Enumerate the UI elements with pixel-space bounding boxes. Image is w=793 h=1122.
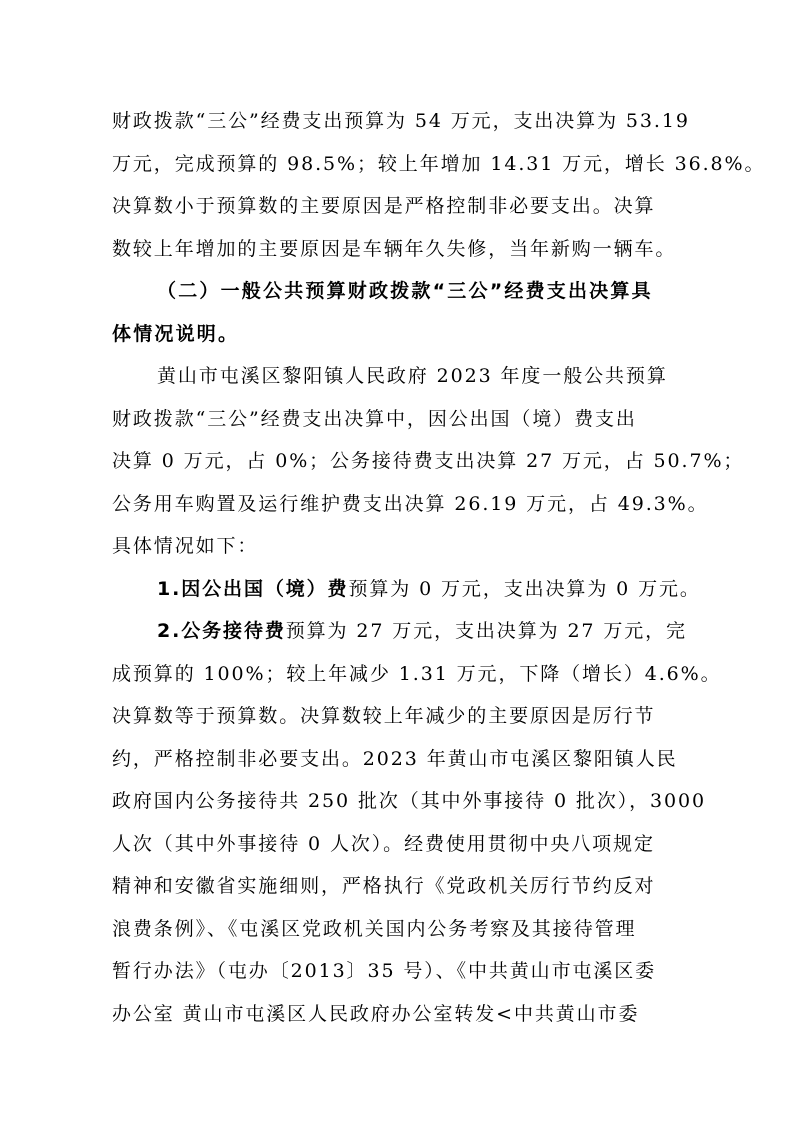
section-heading-continued: 体情况说明。 bbox=[112, 322, 240, 345]
document-page bbox=[112, 100, 766, 1035]
body-line: 黄山市屯溪区黎阳镇人民政府 2023 年度一般公共预算 bbox=[157, 365, 668, 387]
item-label: 1.因公出国（境）费 bbox=[157, 577, 349, 600]
body-line: 数较上年增加的主要原因是车辆年久失修，当年新购一辆车。 bbox=[112, 237, 677, 260]
body-line: 精神和安徽省实施细则，严格执行《党政机关厉行节约反对 bbox=[112, 875, 656, 897]
body-line: 成预算的 100%；较上年减少 1.31 万元，下降（增长）4.6%。 bbox=[112, 662, 722, 685]
section-heading: （二）一般公共预算财政拨款“三公”经费支出决算具 bbox=[157, 280, 653, 302]
body-line: 政府国内公务接待共 250 批次（其中外事接待 0 批次），3000 bbox=[112, 790, 706, 812]
body-line: 万元，完成预算的 98.5%；较上年增加 14.31 万元，增长 36.8%。 bbox=[112, 152, 766, 175]
body-line: 办公室 黄山市屯溪区人民政府办公室转发<中共黄山市委 bbox=[112, 1002, 640, 1025]
body-line: 财政拨款“三公”经费支出预算为 54 万元，支出决算为 53.19 bbox=[112, 110, 690, 132]
body-line: 具体情况如下： bbox=[112, 535, 259, 557]
item-line bbox=[112, 610, 687, 653]
body-line: 浪费条例》、《屯溪区党政机关国内公务考察及其接待管理 bbox=[112, 917, 637, 940]
body-line: 人次（其中外事接待 0 人次）。经费使用贯彻中央八项规定 bbox=[112, 832, 655, 855]
body-line: 约，严格控制非必要支出。2023 年黄山市屯溪区黎阳镇人民 bbox=[112, 747, 678, 770]
item-text: 预算为 27 万元，支出决算为 27 万元，完 bbox=[285, 620, 687, 642]
body-line: 财政拨款“三公”经费支出决算中，因公出国（境）费支出 bbox=[112, 407, 637, 430]
body-line: 决算数等于预算数。决算数较上年减少的主要原因是厉行节 bbox=[112, 705, 656, 727]
item-label: 2.公务接待费 bbox=[157, 620, 286, 642]
item-text: 预算为 0 万元，支出决算为 0 万元。 bbox=[348, 577, 701, 600]
body-line: 决算 0 万元，占 0%；公务接待费支出决算 27 万元，占 50.7%； bbox=[112, 450, 745, 472]
body-line: 暂行办法》（屯办〔2013〕35 号）、《中共黄山市屯溪区委 bbox=[112, 960, 657, 982]
body-line: 决算数小于预算数的主要原因是严格控制非必要支出。决算 bbox=[112, 195, 656, 217]
body-line: 公务用车购置及运行维护费支出决算 26.19 万元，占 49.3%。 bbox=[112, 492, 709, 515]
item-line bbox=[112, 568, 701, 611]
